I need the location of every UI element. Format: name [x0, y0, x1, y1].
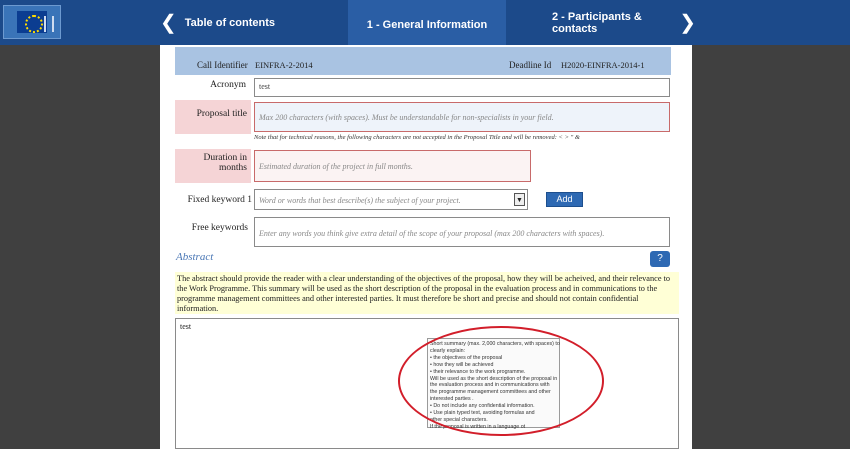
- fixed-keyword-select[interactable]: [254, 189, 528, 210]
- proposal-title-note: Note that for technical reasons, the following characters are not accepted in the Proposal Title and will be removed: < > " &: [254, 134, 580, 141]
- nav-current-section: [348, 0, 506, 45]
- free-keywords-field[interactable]: Enter any words you think give extra detail of the scope of your proposal (max 200 characters with spaces).: [254, 217, 670, 247]
- abstract-heading: Abstract: [176, 251, 214, 263]
- eu-flag-icon: [17, 11, 47, 33]
- nav-current-label: 1 - General Information: [366, 18, 488, 31]
- help-button[interactable]: ?: [650, 251, 670, 267]
- free-keywords-label: Free keywords: [191, 223, 248, 233]
- proposal-title-label: Proposal title: [196, 109, 247, 119]
- chevron-down-icon[interactable]: ▼: [514, 193, 525, 206]
- call-identifier-label: Call Identifier: [197, 60, 248, 70]
- acronym-label: Acronym: [210, 80, 246, 90]
- add-keyword-button[interactable]: Add: [546, 192, 583, 207]
- acronym-field[interactable]: test: [254, 78, 670, 97]
- proposal-title-field[interactable]: Max 200 characters (with spaces). Must be understandable for non-specialists in your field.: [254, 102, 670, 132]
- chevron-right-icon: ❯: [679, 12, 696, 34]
- deadline-id-label: Deadline Id: [509, 60, 552, 70]
- call-info-row: [175, 47, 671, 75]
- chevron-left-icon: ❮: [160, 12, 177, 34]
- nav-next-label: 2 - Participants & contacts: [552, 10, 642, 35]
- nav-toc-label: Table of contents: [184, 16, 276, 29]
- fixed-keyword-placeholder: Word or words that best describe(s) the subject of your project.: [259, 196, 461, 205]
- abstract-instructions: The abstract should provide the reader with a clear understanding of the objectives of the proposal, how they will be acheived, and their relevance to the Work Programme. This summary will be used as the short description of the proposal in the evaluation process and in communications to the programme management committees and other interested parties. It must therefore be short and precise and should not contain confidential information.: [175, 272, 679, 314]
- abstract-tooltip: Short summary (max. 2,000 characters, with spaces) to clearly explain: • the objectives of the proposal • how they will be achieved • their relevance to the work programme. Will be used as the short description of the proposal in the evaluation process and in communications with the programme management committees and other interested parties . • Do not include any confidential information. • Use plain typed text, avoiding formulas and other special characters. If the proposal is written in a language ot: [427, 338, 560, 428]
- highlight-ellipse: [398, 326, 604, 436]
- call-identifier-value: EINFRA-2-2014: [255, 60, 313, 70]
- abstract-textarea[interactable]: test: [175, 318, 679, 449]
- deadline-id-value: H2020-EINFRA-2014-1: [561, 60, 645, 70]
- duration-field[interactable]: Estimated duration of the project in full months.: [254, 150, 531, 182]
- eu-commission-logo: [3, 5, 61, 39]
- nav-table-of-contents[interactable]: [160, 0, 348, 45]
- duration-label: Duration in months: [203, 153, 247, 173]
- nav-next-section[interactable]: [506, 0, 696, 45]
- fixed-keyword-label: Fixed keyword 1: [187, 195, 252, 205]
